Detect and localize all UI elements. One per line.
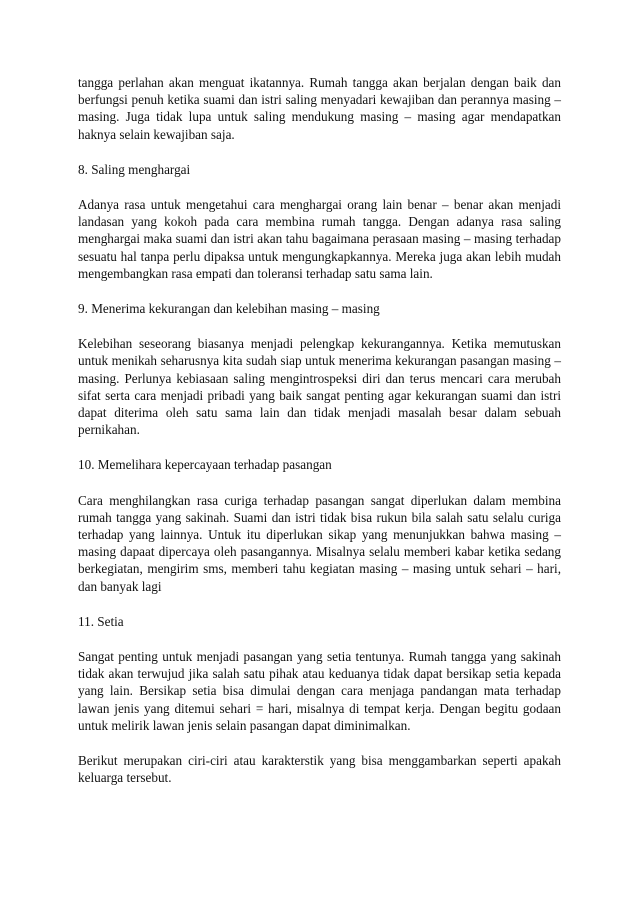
spacer — [78, 474, 561, 492]
paragraph-9: Kelebihan seseorang biasanya menjadi pelengkap kekurangannya. Ketika memutuskan untuk menikah seharusnya kita sudah siap untuk menerima kekurangan pasangan masing – masing. Perlunya kebiasaan saling mengintrospeksi diri dan terus mencari cara merubah sifat serta cara menjadi pribadi yang baik sangat penting agar kekurangan suami dan istri dapat diterima oleh satu sama lain dan tidak menjadi masalah besar dalam sebuah pernikahan. — [78, 336, 561, 438]
section-heading-8: 8. Saling menghargai — [78, 161, 191, 177]
paragraph-11: Sangat penting untuk menjadi pasangan yang setia tentunya. Rumah tangga yang sakinah tidak akan terwujud jika salah satu pihak atau keduanya tidak dapat bersikap setia kepada yang lain. Bersikap setia bisa dimulai dengan cara menjaga pandangan mata terhadap lawan jenis yang ditemui sehari = hari, misalnya di tempat kerja. Dengan begitu godaan untuk melirik lawan jenis selain pasangan dapat diminimalkan. — [78, 649, 561, 733]
paragraph-10: Cara menghilangkan rasa curiga terhadap pasangan sangat diperlukan dalam membina rumah tangga yang sakinah. Suami dan istri tidak bisa rukun bila salah satu selalu curiga terhadap yang lainnya. Untuk itu diperlukan sikap yang menunjukkan bahwa masing – masing dapaat dipercaya oleh pasangannya. Misalnya selalu memberi kabar ketika sedang berkegiatan, mengirim sms, memberi tahu kegiatan masing – masing untuk sehari – hari, dan banyak lagi — [78, 492, 561, 594]
spacer — [78, 143, 561, 161]
spacer — [78, 317, 561, 335]
section-heading-9: 9. Menerima kekurangan dan kelebihan masing – masing — [78, 301, 380, 317]
paragraph-closing: Berikut merupakan ciri-ciri atau karakterstik yang bisa menggambarkan seperti apakah keluarga tersebut. — [78, 753, 561, 786]
spacer — [78, 438, 561, 456]
spacer — [78, 595, 561, 613]
section-heading-11: 11. Setia — [78, 613, 124, 629]
paragraph-intro: tangga perlahan akan menguat ikatannya. Rumah tangga akan berjalan dengan baik dan berfungsi penuh ketika suami dan istri saling menyadari kewajiban dan perannya masing – masing. Juga tidak lupa untuk saling mendukung masing – masing agar mendapatkan haknya selain kewajiban saja. — [78, 75, 561, 142]
spacer — [78, 630, 561, 648]
section-heading-10: 10. Memelihara kepercayaan terhadap pasangan — [78, 457, 332, 473]
spacer — [78, 178, 561, 196]
spacer — [78, 282, 561, 300]
spacer — [78, 734, 561, 752]
paragraph-8: Adanya rasa untuk mengetahui cara menghargai orang lain benar – benar akan menjadi landasan yang kokoh pada cara membina rumah tangga. Dengan adanya rasa saling menghargai maka suami dan istri akan tahu bagaimana perasaan masing – masing terhadap sesuatu hal tanpa perlu dipaksa untuk mengungkapkannya. Mereka juga akan lebih mudah mengembangkan rasa empati dan toleransi terhadap satu sama lain. — [78, 197, 561, 281]
document-page — [78, 74, 561, 787]
